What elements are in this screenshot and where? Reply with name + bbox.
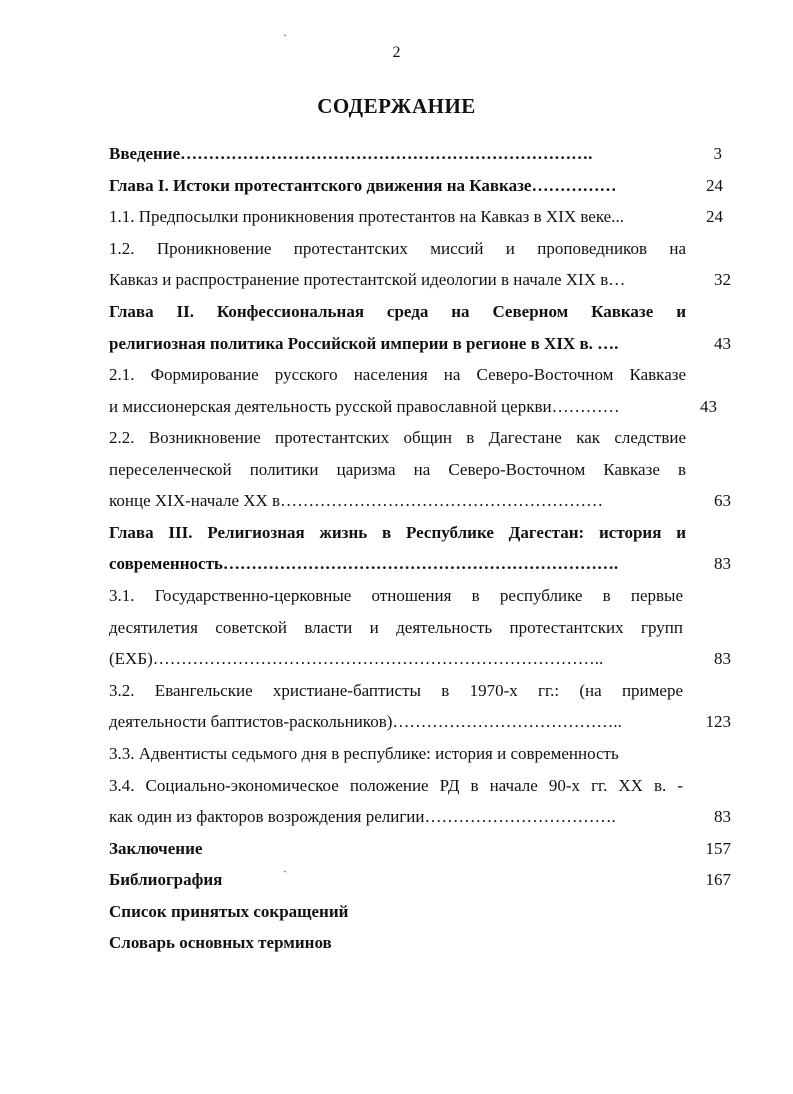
- toc-entry-text: 3.3. Адвентисты седьмого дня в республике: история и современность: [109, 744, 619, 763]
- toc-entry-page: 24: [706, 207, 723, 226]
- toc-entry-page: 3: [713, 144, 722, 163]
- toc-entry-1-2: [109, 235, 731, 263]
- toc-entry-text: десятилетия советской власти и деятельность протестантских групп: [109, 618, 683, 637]
- toc-entry-page: 24: [706, 176, 723, 195]
- toc-entry-text: переселенческой политики царизма на Северо-Восточном Кавказе в: [109, 460, 686, 479]
- toc-entry-text: религиозная политика Российской империи в регионе в XIX в. ….: [109, 334, 619, 353]
- toc-entry-text: 2.1. Формирование русского населения на Северо-Восточном Кавказе: [109, 365, 686, 384]
- toc-entry-page: 43: [700, 397, 717, 416]
- toc-entry-2-1-cont: [109, 393, 731, 421]
- toc-entry-page: 43: [714, 334, 731, 353]
- toc-entry-1-2-cont: [109, 266, 731, 294]
- toc-entry-text: (ЕХБ)……………………………………………………………………..: [109, 649, 604, 668]
- scan-speck: `: [283, 868, 287, 882]
- toc-entry-text: Кавказ и распространение протестантской идеологии в начале XIX в…: [109, 270, 626, 289]
- toc-entry-text: 3.4. Социально-экономическое положение РД в начале 90-х гг. XX в. -: [109, 776, 683, 795]
- toc-entry-text: как один из факторов возрождения религии…………………………….: [109, 807, 616, 826]
- toc-entry-chapter-2: [109, 298, 731, 326]
- toc-entry-2-2-cont: [109, 487, 731, 515]
- toc-entry-3-1-cont: [109, 614, 731, 642]
- toc-entry-page: 123: [705, 712, 731, 731]
- toc-entry-text: Глава II. Конфессиональная среда на Северном Кавказе и: [109, 302, 686, 321]
- toc-entry-chapter-2-cont: [109, 330, 731, 358]
- toc-entry-3-2: [109, 677, 731, 705]
- toc-entry-3-3: [109, 740, 731, 768]
- toc-entry-1-1: [109, 203, 731, 231]
- toc-entry-page: 83: [714, 554, 731, 573]
- toc-entry-conclusion: [109, 835, 731, 863]
- toc-entry-3-4: [109, 772, 731, 800]
- toc-entry-text: Введение……………………………………………………………….: [109, 144, 593, 163]
- toc-entry-text: Словарь основных терминов: [109, 933, 332, 952]
- toc-entry-3-4-cont: [109, 803, 731, 831]
- toc-entry-page: 63: [714, 491, 731, 510]
- toc-entry-text: 3.1. Государственно-церковные отношения в республике в первые: [109, 586, 683, 605]
- toc-entry-text: и миссионерская деятельность русской православной церкви…………: [109, 397, 620, 416]
- toc-entry-chapter-3: [109, 519, 731, 547]
- toc-entry-text: 2.2. Возникновение протестантских общин в Дагестане как следствие: [109, 428, 686, 447]
- toc-entry-text: конце XIX-начале XX в…………………………………………………: [109, 491, 604, 510]
- toc-entry-page: 83: [714, 649, 731, 668]
- toc-entry-glossary: [109, 929, 731, 957]
- toc-entry-2-1: [109, 361, 731, 389]
- toc-entry-page: 157: [705, 839, 731, 858]
- toc-entry-text: Глава III. Религиозная жизнь в Республике Дагестан: история и: [109, 523, 686, 542]
- toc-entry-page: 32: [714, 270, 731, 289]
- toc-entry-page: 83: [714, 807, 731, 826]
- toc-entry-text: Библиография: [109, 870, 223, 889]
- toc-entry-text: Глава I. Истоки протестантского движения на Кавказе……………: [109, 176, 617, 195]
- toc-entry-chapter-3-cont: [109, 550, 731, 578]
- toc-entry-introduction: [109, 140, 731, 168]
- page-number: 2: [392, 44, 401, 61]
- scan-speck: `: [283, 32, 287, 46]
- toc-entry-3-1-cont: [109, 645, 731, 673]
- toc-entry-bibliography: [109, 866, 731, 894]
- toc-entry-text: 1.1. Предпосылки проникновения протестантов на Кавказ в XIX веке...: [109, 207, 624, 226]
- toc-entry-3-1: [109, 582, 731, 610]
- toc-entry-text: 3.2. Евангельские христиане-баптисты в 1970-х гг.: (на примере: [109, 681, 683, 700]
- toc-entry-3-2-cont: [109, 708, 731, 736]
- toc-entry-2-2: [109, 424, 731, 452]
- toc-entry-2-2-cont: [109, 456, 731, 484]
- toc-entry-abbreviations: [109, 898, 731, 926]
- toc-entry-text: 1.2. Проникновение протестантских миссий и проповедников на: [109, 239, 686, 258]
- toc-entry-page: 167: [705, 870, 731, 889]
- toc-entry-text: Список принятых сокращений: [109, 902, 349, 921]
- page-title: СОДЕРЖАНИЕ: [317, 94, 476, 118]
- toc-entry-text: современность…………………………………………………………….: [109, 554, 619, 573]
- toc-entry-text: деятельности баптистов-раскольников)…………………………………..: [109, 712, 622, 731]
- toc-entry-text: Заключение: [109, 839, 203, 858]
- toc-entry-chapter-1: [109, 172, 731, 200]
